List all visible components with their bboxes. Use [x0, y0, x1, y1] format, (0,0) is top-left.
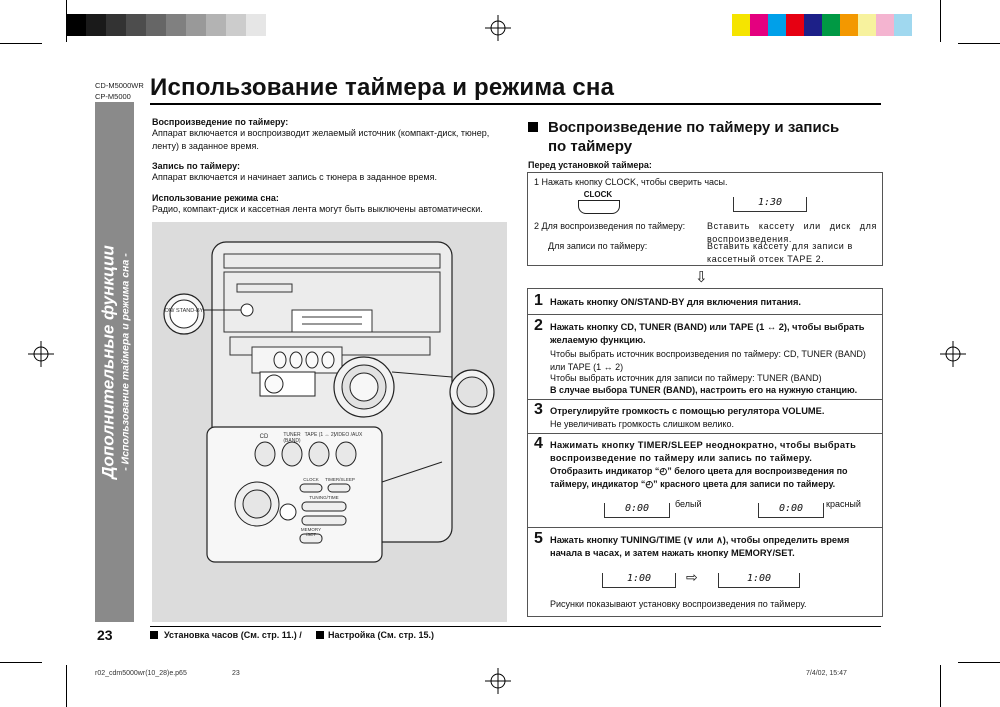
pre-step-2-label-2: Для записи по таймеру: — [548, 241, 648, 251]
start-time-display-1: 1:00 — [602, 573, 676, 588]
clock-key-label: CLOCK — [583, 190, 613, 199]
page-title: Использование таймера и режима сна — [150, 74, 615, 101]
sleep-heading: Использование режима сна: — [152, 192, 279, 203]
on-standby-label: ON/ STAND-BY — [164, 308, 204, 314]
sleep-text: Радио, компакт-диск и кассетная лента могут быть выключены автоматически. — [152, 203, 483, 214]
step-4-number: 4 — [534, 435, 543, 452]
pre-step-1: 1 Нажать кнопку CLOCK, чтобы сверить часы. — [534, 177, 728, 187]
model-number-1: CD-M5000WR — [95, 81, 144, 90]
step-2-line3: В случае выбора TUNER (BAND), настроить его на нужную станцию. — [550, 385, 858, 395]
page-number: 23 — [97, 627, 113, 643]
section-title-line1: Воспроизведение по таймеру и запись — [548, 119, 840, 136]
step-divider — [528, 314, 882, 315]
sidebar — [95, 102, 134, 622]
sidebar-main-label: Дополнительные функции — [98, 245, 117, 479]
clock-display: 1:30 — [733, 197, 807, 212]
start-time-display-2: 1:00 — [718, 573, 800, 588]
step-2-line2: Чтобы выбрать источник для записи по таймеру: TUNER (BAND) — [550, 373, 822, 383]
step-divider — [528, 399, 882, 400]
timer-record-text: Аппарат включается и начинает запись с тюнера в заданное время. — [152, 172, 437, 182]
step-4-title: Нажимать кнопку TIMER/SLEEP неоднократно, чтобы выбрать воспроизведение по таймеру или запись по таймеру. — [550, 440, 857, 463]
print-date: 7/4/02, 15:47 — [806, 670, 847, 677]
footer-link-tuning[interactable]: Настройка (См. стр. 15.) — [328, 630, 435, 640]
step-1-number: 1 — [534, 292, 543, 309]
timer-play-heading: Воспроизведение по таймеру: — [152, 117, 289, 127]
step-divider — [528, 527, 882, 528]
footer-bullet — [150, 631, 158, 639]
memory-button-label: MEMORY /SET — [300, 527, 322, 537]
step-3-title: Отрегулируйте громкость с помощью регулятора VOLUME. — [550, 406, 825, 416]
step-divider — [528, 433, 882, 434]
file-name: r02_cdm5000wr(10_28)e.p65 — [95, 670, 187, 677]
tuner-button-label: TUNER (BAND) — [283, 432, 301, 444]
device-illustration — [152, 222, 507, 622]
pre-step-2-text-1: Вставить кассету или диск для воспроизведения. — [707, 221, 877, 244]
model-number-2: CP-M5000 — [95, 92, 131, 101]
pre-step-2-text-2: Вставить кассету для записи в кассетный отсек TAPE 2. — [707, 241, 853, 264]
step-3-line1: Не увеличивать громкость слишком велико. — [550, 419, 734, 429]
step-5-title: Нажать кнопку TUNING/TIME (∨ или ∧), чтобы определить время начала в часах, и затем нажать кнопку MEMORY/SET. — [550, 535, 850, 558]
pre-setup-box — [527, 172, 883, 266]
step-2-number: 2 — [534, 317, 543, 334]
footer-link-clock[interactable]: Установка часов (См. стр. 11.) / — [164, 630, 302, 640]
steps-box — [527, 288, 883, 617]
registration-target-left — [28, 341, 54, 367]
stereo-drawing — [152, 222, 507, 622]
tape-button-label: TAPE (1 ↔ 2) — [304, 432, 336, 438]
timer-play-text: Аппарат включается и воспроизводит желаемый источник (компакт-диск, тюнер, ленту) в заданное время. — [152, 128, 490, 151]
registration-target-top — [485, 15, 511, 41]
sidebar-sub-label: - Использование таймера и режима сна - — [119, 253, 131, 471]
step-3-number: 3 — [534, 401, 543, 418]
timer-red-display: 0:00 — [758, 503, 824, 518]
footer-bullet — [316, 631, 324, 639]
registration-target-right — [940, 341, 966, 367]
down-arrow-icon: ⇩ — [695, 269, 708, 286]
clock-button-label: CLOCK — [303, 477, 319, 482]
step-5-number: 5 — [534, 530, 543, 547]
timer-button-label: TIMER/SLEEP — [325, 477, 355, 482]
tuning-button-label: TUNING/TIME — [309, 495, 339, 500]
step-2-title: Нажать кнопку CD, TUNER (BAND) или TAPE (1 ↔ 2), чтобы выбрать желаемую функцию. — [550, 322, 865, 345]
step-2-line1: Чтобы выбрать источник воспроизведения по таймеру: CD, TUNER (BAND) или TAPE (1 ↔ 2) — [550, 349, 866, 372]
pre-step-2-label-1: 2 Для воспроизведения по таймеру: — [534, 221, 686, 231]
timer-record-heading: Запись по таймеру: — [152, 161, 240, 171]
registration-target-bottom — [485, 668, 511, 694]
clock-key-icon — [578, 200, 620, 214]
video-button-label: VIDEO /AUX — [333, 432, 363, 438]
section-bullet — [528, 122, 538, 132]
section-title-line2: по таймеру — [548, 138, 633, 155]
red-indicator-label: красный — [826, 499, 861, 509]
step-1-title: Нажать кнопку ON/STAND-BY для включения питания. — [550, 297, 801, 307]
cd-button-label: CD — [259, 434, 269, 440]
title-rule — [150, 103, 881, 105]
intro-section — [152, 117, 507, 215]
white-indicator-label: белый — [675, 499, 702, 509]
before-timer-heading: Перед установкой таймера: — [528, 160, 652, 170]
right-arrow-icon: ⇨ — [686, 569, 698, 585]
footer-rule — [150, 626, 881, 627]
file-page: 23 — [232, 670, 240, 677]
step-5-note: Рисунки показывают установку воспроизведения по таймеру. — [550, 599, 807, 609]
timer-white-display: 0:00 — [604, 503, 670, 518]
step-4-line1: Отобразить индикатор “◴” белого цвета для воспроизведения по таймеру, индикатор “◴” красного цвета для записи по таймеру. — [550, 466, 848, 489]
